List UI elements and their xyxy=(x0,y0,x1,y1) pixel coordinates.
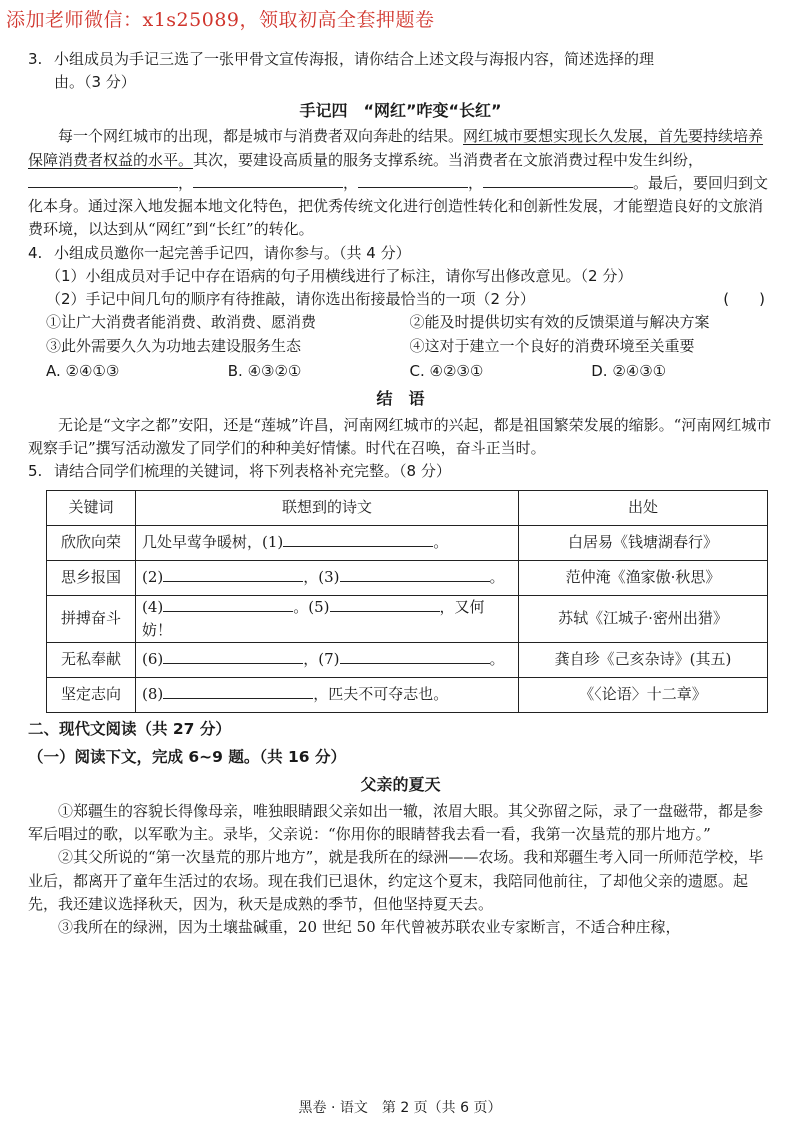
poem-cell xyxy=(136,560,519,595)
keyword-cell: 无私奉献 xyxy=(47,643,136,678)
keyword-cell: 思乡报国 xyxy=(47,560,136,595)
option-2: ②能及时提供切实有效的反馈渠道与解决方案 xyxy=(409,313,710,332)
option-1: ①让广大消费者能消费、敢消费、愿消费 xyxy=(46,313,317,332)
text-span: ，(7) xyxy=(303,650,340,669)
question-text: 小组成员邀你一起完善手记四，请你参与。（共 4 分） xyxy=(54,243,411,262)
answer-blank[interactable] xyxy=(330,597,440,612)
text-span: ，又何妨！ xyxy=(142,597,485,639)
question-4-1: （1）小组成员对手记中存在语病的句子用横线进行了标注，请你写出修改意见。（2 分） xyxy=(46,266,633,285)
answer-blank[interactable] xyxy=(340,649,490,664)
question-text: （2）手记中间几句的顺序有待推敲，请你选出衔接最恰当的一项（2 分） xyxy=(46,290,535,309)
text-span: ，(3) xyxy=(303,567,340,586)
choice-d[interactable]: D. ②④③① xyxy=(591,361,667,380)
keyword-cell: 坚定志向 xyxy=(47,678,136,713)
text-span: 。 xyxy=(433,532,449,551)
table-header-row xyxy=(47,490,768,525)
text-span: 。 xyxy=(489,567,505,586)
question-3-cont: 由。（3 分） xyxy=(54,73,136,92)
underlined-sentence: 网红城市要想实现长久发展，首先要持续培养保障消费者权益的水平。 xyxy=(28,127,764,169)
table-row xyxy=(47,595,768,643)
column-header: 联想到的诗文 xyxy=(136,490,519,525)
answer-blank[interactable] xyxy=(483,173,633,188)
answer-paren[interactable]: ( ) xyxy=(723,290,765,309)
keyword-cell: 拼搏奋斗 xyxy=(47,595,136,643)
table-row xyxy=(47,560,768,595)
table-row xyxy=(47,525,768,560)
choice-c[interactable]: C. ④②③① xyxy=(409,361,484,380)
question-text: 小组成员为手记三选了一张甲骨文宣传海报，请你结合上述文段与海报内容，简述选择的理 xyxy=(54,50,655,68)
answer-blank[interactable] xyxy=(358,173,468,188)
text-span: (6) xyxy=(142,650,164,669)
page-footer: 黑卷 · 语文 第 2 页（共 6 页） xyxy=(298,1100,502,1116)
question-text: 请结合同学们梳理的关键词，将下列表格补充完整。（8 分） xyxy=(54,462,451,481)
poem-cell xyxy=(136,595,519,643)
question-number: 3. xyxy=(28,50,43,68)
option-row xyxy=(28,311,773,334)
text-span: ， xyxy=(343,173,359,192)
column-header: 出处 xyxy=(519,490,768,525)
text-span: (8) xyxy=(142,685,164,704)
essay-title: 父亲的夏天 xyxy=(360,775,441,795)
source-cell: 龚自珍《己亥杂诗》(其五) xyxy=(519,643,768,678)
source-cell: 《〈论语〉十二章》 xyxy=(519,678,768,713)
text-span: 每一个网红城市的出现，都是城市与消费者双向奔赴的结果。 xyxy=(58,127,464,146)
text-span: 。(5) xyxy=(293,597,330,616)
table-row xyxy=(47,678,768,713)
source-cell: 苏轼《江城子·密州出猎》 xyxy=(519,595,768,643)
column-header: 关键词 xyxy=(47,490,136,525)
question-4-2 xyxy=(28,288,773,311)
answer-blank[interactable] xyxy=(28,173,178,188)
choice-row xyxy=(28,360,773,383)
poem-cell xyxy=(136,678,519,713)
question-5 xyxy=(28,460,773,483)
poem-cell xyxy=(136,643,519,678)
question-number: 5. xyxy=(28,462,43,481)
essay-paragraph-2: ②其父所说的“第一次垦荒的那片地方”，就是我所在的绿洲——农场。我和郑疆生考入同一所师范学校，毕业后，都离开了童年生活过的农场。现在我们已退休，约定这个夏末，我陪同他前往，了却他父亲的遗愿。起先，我还建议选择秋天，因为，秋天是成熟的季节，但他坚持夏天去。 xyxy=(28,848,764,913)
subsection-title: （一）阅读下文，完成 6~9 题。（共 16 分） xyxy=(28,748,346,767)
text-span: (2) xyxy=(142,567,164,586)
text-span: ，匹夫不可夺志也。 xyxy=(313,685,449,704)
text-span: 几处早莺争暖树，(1) xyxy=(142,532,284,551)
table-row xyxy=(47,643,768,678)
option-row xyxy=(28,335,773,358)
option-3: ③此外需要久久为功地去建设服务生态 xyxy=(46,336,302,355)
essay-paragraph-1: ①郑疆生的容貌长得像母亲，唯独眼睛跟父亲如出一辙，浓眉大眼。其父弥留之际，录了一盘磁带，都是参军后唱过的歌，以军歌为主。录毕，父亲说：“你用你的眼睛替我去看一看，我第一次垦荒的那片地方。” xyxy=(28,801,764,844)
poem-cell xyxy=(136,525,519,560)
answer-blank[interactable] xyxy=(340,567,490,582)
text-span: ， xyxy=(468,173,484,192)
source-cell: 范仲淹《渔家傲·秋思》 xyxy=(519,560,768,595)
conclusion-text: 无论是“文字之都”安阳，还是“莲城”许昌，河南网红城市的兴起，都是祖国繁荣发展的缩影。“河南网红城市观察手记”撰写活动激发了同学们的种种美好情愫。时代在召唤，奋斗正当时。 xyxy=(28,415,772,458)
answer-blank[interactable] xyxy=(163,567,303,582)
answer-blank[interactable] xyxy=(193,173,343,188)
source-cell: 白居易《钱塘湖春行》 xyxy=(519,525,768,560)
text-span: 其次，要建设高质量的服务支撑系统。当消费者在文旅消费过程中发生纠纷， xyxy=(193,150,704,169)
note-4-paragraph xyxy=(28,125,773,241)
answer-blank[interactable] xyxy=(163,649,303,664)
note-4-title: 手记四 “网红”咋变“长红” xyxy=(299,100,502,120)
watermark: 添加老师微信：x1s25089，领取初高全套押题卷 xyxy=(6,9,435,31)
choice-b[interactable]: B. ④③②① xyxy=(227,361,302,380)
answer-blank[interactable] xyxy=(163,597,293,612)
text-span: (4) xyxy=(142,597,164,616)
question-number: 4. xyxy=(28,243,43,262)
question-4 xyxy=(28,242,773,265)
option-4: ④这对于建立一个良好的消费环境至关重要 xyxy=(409,336,695,355)
text-span: ， xyxy=(178,173,194,192)
conclusion-title: 结 语 xyxy=(376,389,425,409)
choice-a[interactable]: A. ②④①③ xyxy=(46,361,120,380)
poetry-table xyxy=(46,490,768,714)
answer-blank[interactable] xyxy=(163,684,313,699)
question-3 xyxy=(28,48,773,71)
keyword-cell: 欣欣向荣 xyxy=(47,525,136,560)
answer-blank[interactable] xyxy=(283,532,433,547)
essay-paragraph-3: ③我所在的绿洲，因为土壤盐碱重，20 世纪 50 年代曾被苏联农业专家断言，不适合种庄稼， xyxy=(58,918,681,937)
section-title: 二、现代文阅读（共 27 分） xyxy=(28,720,231,739)
text-span: 。最后，要回归到文化本身。通过深入地发掘本地文化特色，把优秀传统文化进行创造性转化和创新性发展，才能塑造良好的文旅消费环境，以达到从“网红”到“长红”的转化。 xyxy=(28,173,769,239)
text-span: 。 xyxy=(489,650,505,669)
